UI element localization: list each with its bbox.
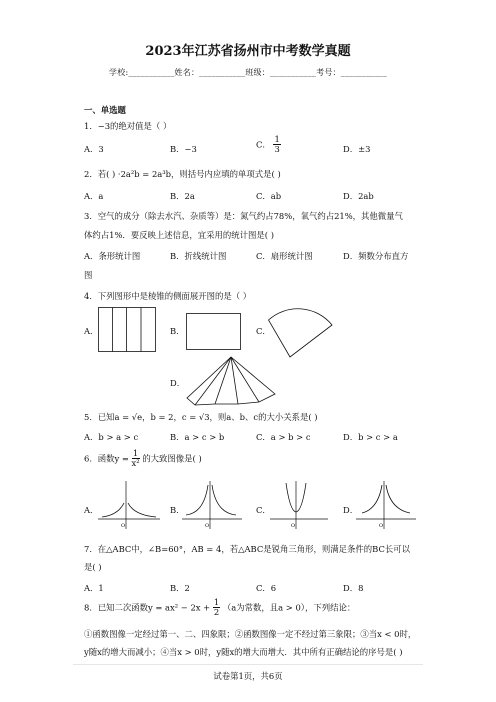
q4-figure-a-rectangles [98,307,158,353]
question-3-line-2: 体约占1%．要反映上述信息，宜采用的统计图是( ) [84,230,274,240]
q4-option-b: B． [170,326,185,336]
q6-denominator: x² [131,458,140,468]
question-4-stem: 4．下列图形中是棱锥的侧面展开图的是（ ） [84,291,252,301]
question-3-line-1: 3．空气的成分（除去水汽、杂质等）是：氮气约占78%，氧气约占21%，其他微量气 [84,211,403,221]
q4-option-c: C． [256,326,271,336]
question-8-line-3: y随x的增大而减小；④当x > 0时，y随x的增大而增大．其中所有正确结论的序号是( ) [84,647,403,657]
question-2-stem: 2．若( ) ·2a²b = 2a³b，则括号内应填的单项式是( ) [84,169,281,179]
q2-option-c: C．ab [256,191,282,201]
q8-fraction [213,598,220,617]
q7-option-b: B．2 [170,583,190,593]
q6-graph-a [96,479,162,531]
q6-option-b: B． [170,505,185,515]
q5-option-b: B．a > c > b [170,432,225,442]
q6-function-fraction [132,449,140,468]
q3-option-c: C．扇形统计图 [256,251,313,261]
question-7-line-1: 7．在△ABC中，∠B=60°，AB = 4，若△ABC是锐角三角形，则满足条件的BC长可以 [84,544,410,554]
q4-figure-b-rectangle [186,313,242,351]
q6-graph-b [180,479,244,531]
student-info-line: 学校:___________姓名：___________班级：___________考号：___________ [109,68,387,77]
q1-option-c-fraction [273,135,280,154]
svg-text:O: O [291,523,296,529]
q1-option-c-prefix: C． [256,139,271,150]
q1-c-numerator: 1 [274,134,280,144]
q6-graph-c [268,479,330,531]
question-7-line-2: 是( ) [84,562,102,572]
q4-option-d: D． [170,378,186,388]
q3-option-d: D．频数分布直方 [343,251,409,261]
q8-stem-suffix: （a为常数，且a > 0），下列结论： [222,602,356,613]
svg-text:O: O [205,523,210,529]
q1-c-denominator: 3 [274,144,280,154]
q6-numerator: 1 [132,448,139,458]
q7-option-c: C．6 [256,583,277,593]
q1-option-a: A．3 [84,144,104,154]
q6-stem-suffix: 的大致图像是( ) [142,453,202,464]
q4-figure-c-sector [268,303,334,359]
svg-text:O: O [121,523,126,529]
question-8-line-2: ①函数图像一定经过第一、二、四象限；②函数图像一定不经过第三象限；③当x < 0时， [84,629,417,639]
q1-option-d: D．±3 [343,144,371,154]
page-title: 2023年江苏省扬州市中考数学真题 [145,44,351,59]
q1-option-c [256,135,281,154]
svg-text:O: O [379,523,384,529]
question-6-stem [84,449,202,468]
q3-option-d-continued: 图 [84,270,93,280]
q3-option-b: B．折线统计图 [170,251,227,261]
q1-option-b: B．−3 [170,144,197,154]
q5-option-c: C．a > b > c [256,432,311,442]
q8-numerator: 1 [213,597,220,607]
q6-graph-d [354,479,418,531]
question-8-stem [84,598,355,617]
page-footer: 试卷第1页，共6页 [213,671,283,681]
q2-option-d: D．2ab [343,191,374,201]
q7-option-a: A．1 [84,583,104,593]
q2-option-b: B．2a [170,191,195,201]
q4-option-a: A． [84,326,99,336]
q8-denominator: 2 [213,607,220,617]
section-title: 一、单选题 [84,105,126,115]
q6-option-a: A． [84,505,99,515]
question-1-stem: 1．−3的绝对值是（ ） [84,121,172,131]
q6-option-c: C． [256,505,271,515]
question-5-stem: 5．已知a = √e，b = 2，c = √3，则a、b、c的大小关系是( ) [84,412,318,422]
q3-option-a: A．条形统计图 [84,251,141,261]
footer-divider [73,664,423,665]
q6-stem-prefix: 6．函数y = [84,453,129,464]
q5-option-d: D．b > c > a [343,432,398,442]
q5-option-a: A．b > a > c [84,432,139,442]
q4-figure-d-pyramid-net [186,356,276,406]
q2-option-a: A．a [84,191,104,201]
q8-stem-prefix: 8．已知二次函数y = ax² − 2x + [84,602,211,613]
q6-option-d: D． [343,505,359,515]
q7-option-d: D．8 [343,583,364,593]
